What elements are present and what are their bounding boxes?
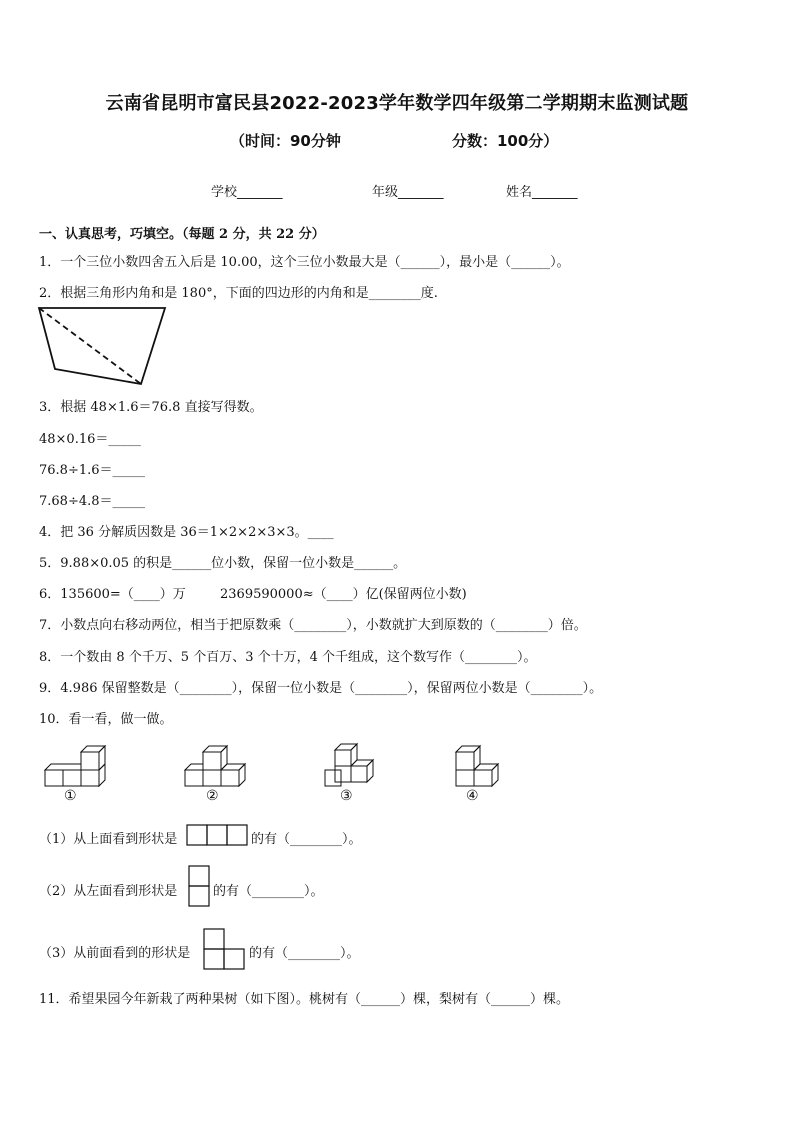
question-6a: 6．135600=（____）万 xyxy=(39,587,186,602)
school-field[interactable]: 学校_______ xyxy=(211,185,283,200)
figure-label-3: ③ xyxy=(340,788,353,804)
question-10-1-prefix: （1）从上面看到形状是 xyxy=(39,832,178,847)
question-10-1-suffix: 的有（________）。 xyxy=(251,832,362,847)
figure-label-2: ② xyxy=(206,788,219,804)
section-heading: 一、认真思考，巧填空。（每题 2 分，共 22 分） xyxy=(39,227,325,242)
figure-label-4: ④ xyxy=(466,788,479,804)
front-view-shape xyxy=(203,928,245,970)
question-2: 2．根据三角形内角和是 180°，下面的四边形的内角和是________度. xyxy=(39,286,438,301)
question-7: 7．小数点向右移动两位，相当于把原数乘（________），小数就扩大到原数的（________）倍。 xyxy=(39,618,587,633)
question-9: 9．4.986 保留整数是（________），保留一位小数是（________），保留两位小数是（________）。 xyxy=(39,681,603,696)
question-3c: 7.68÷4.8＝_____ xyxy=(39,494,146,509)
name-field[interactable]: 姓名_______ xyxy=(506,185,578,200)
top-view-shape xyxy=(186,824,248,846)
question-10-3-prefix: （3）从前面看到的形状是 xyxy=(39,946,191,961)
question-1: 1．一个三位小数四舍五入后是 10.00，这个三位小数最大是（______），最小是（______）。 xyxy=(39,255,570,270)
question-3b: 76.8÷1.6＝_____ xyxy=(39,463,146,478)
question-3: 3．根据 48×1.6＝76.8 直接写得数。 xyxy=(39,400,263,415)
grade-field[interactable]: 年级_______ xyxy=(372,185,444,200)
question-5: 5．9.88×0.05 的积是______位小数，保留一位小数是______。 xyxy=(39,556,407,571)
figure-label-1: ① xyxy=(64,788,77,804)
question-10-2-prefix: （2）从左面看到形状是 xyxy=(39,884,178,899)
question-10: 10．看一看，做一做。 xyxy=(39,712,173,727)
cube-figure-4 xyxy=(456,744,502,788)
question-11: 11．希望果园今年新栽了两种果树（如下图）。桃树有（______）棵，梨树有（______）棵。 xyxy=(39,992,570,1007)
quadrilateral-figure xyxy=(36,305,168,387)
question-8: 8．一个数由 8 个千万、5 个百万、3 个十万，4 个千组成，这个数写作（________）。 xyxy=(39,650,537,665)
question-6b: 2369590000≈（____）亿(保留两位小数) xyxy=(220,587,467,602)
left-view-shape xyxy=(188,865,210,907)
question-10-3-suffix: 的有（________）。 xyxy=(249,946,360,961)
question-3a: 48×0.16＝_____ xyxy=(39,432,141,447)
question-4: 4．把 36 分解质因数是 36＝1×2×2×3×3。____ xyxy=(39,525,334,540)
cube-figure-2 xyxy=(185,744,249,788)
cube-figure-1 xyxy=(45,744,109,788)
cube-figure-3 xyxy=(325,742,379,788)
exam-time: （时间：90分钟 xyxy=(230,132,341,150)
exam-score: 分数：100分） xyxy=(452,132,559,150)
page-title: 云南省昆明市富民县2022-2023学年数学四年级第二学期期末监测试题 xyxy=(105,93,689,114)
question-10-2-suffix: 的有（________）。 xyxy=(213,884,324,899)
